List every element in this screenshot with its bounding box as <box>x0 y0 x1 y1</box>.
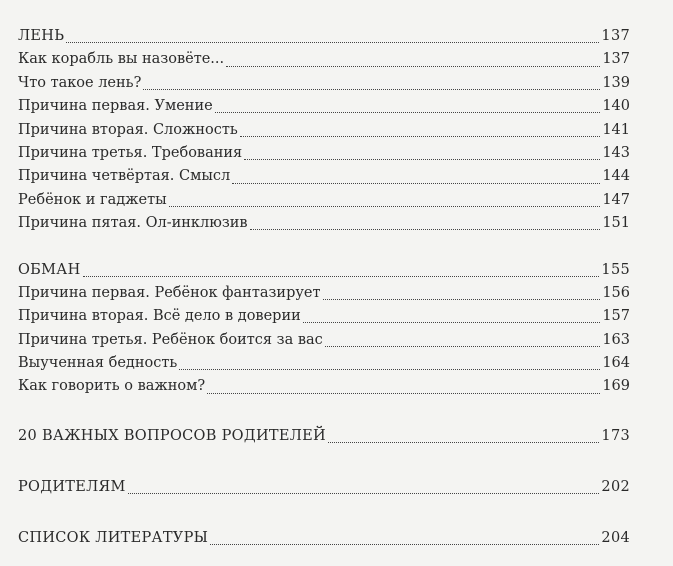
toc-page-number: 137 <box>602 51 630 68</box>
toc-title: Что такое лень? <box>18 74 142 91</box>
section-spacer <box>18 236 630 259</box>
toc-item <box>18 375 630 398</box>
toc-page-number: 169 <box>602 378 630 395</box>
dot-leader <box>66 42 599 43</box>
toc-item <box>18 282 630 305</box>
toc-page-number: 164 <box>602 355 630 372</box>
toc-page-number: 141 <box>602 121 630 138</box>
toc-page-number: 204 <box>601 529 630 546</box>
toc-item <box>18 352 630 375</box>
toc-title: РОДИТЕЛЯМ <box>18 478 126 495</box>
dot-leader <box>143 89 600 90</box>
toc-page-number: 151 <box>602 215 630 232</box>
dot-leader <box>325 346 601 347</box>
toc-title: Причина вторая. Всё дело в доверии <box>18 308 301 325</box>
toc-item <box>18 189 630 212</box>
toc-heading-bibliography <box>18 525 630 552</box>
dot-leader <box>207 393 600 394</box>
toc-title: Причина третья. Ребёнок боится за вас <box>18 331 323 348</box>
toc-page-number: 202 <box>601 478 630 495</box>
toc-title: Причина четвёртая. Смысл <box>18 168 231 185</box>
toc-page-number: 144 <box>602 168 630 185</box>
toc-item <box>18 48 630 71</box>
toc-page-number: 139 <box>602 74 630 91</box>
toc-item <box>18 305 630 328</box>
dot-leader <box>244 159 600 160</box>
dot-leader <box>240 136 601 137</box>
toc-title: 20 ВАЖНЫХ ВОПРОСОВ РОДИТЕЛЕЙ <box>18 427 326 444</box>
toc-page-number: 173 <box>601 427 630 444</box>
toc-title: Как корабль вы назовёте... <box>18 51 225 68</box>
dot-leader <box>323 299 601 300</box>
section-spacer <box>18 450 630 474</box>
dot-leader <box>179 369 600 370</box>
toc-item <box>18 165 630 188</box>
toc-title: ОБМАН <box>18 261 81 278</box>
dot-leader <box>210 544 599 545</box>
toc-page-number: 163 <box>602 331 630 348</box>
toc-item <box>18 329 630 352</box>
dot-leader <box>226 66 600 67</box>
toc-title: Причина третья. Требования <box>18 144 243 161</box>
toc-heading-lies <box>18 259 630 282</box>
toc-title: Причина пятая. Ол-инклюзив <box>18 215 248 232</box>
toc-page-number: 143 <box>602 144 630 161</box>
toc-page-number: 137 <box>601 28 630 44</box>
toc-title: Ребёнок и гаджеты <box>18 191 167 208</box>
dot-leader <box>303 322 601 323</box>
toc-item <box>18 119 630 142</box>
toc-title: ЛЕНЬ <box>18 28 65 44</box>
toc-page-number: 140 <box>602 98 630 115</box>
dot-leader <box>83 276 600 277</box>
toc-title: Выученная бедность <box>18 355 178 372</box>
section-spacer <box>18 399 630 423</box>
toc-heading-parents <box>18 474 630 501</box>
toc-title: Причина первая. Ребёнок фантазирует <box>18 284 321 301</box>
toc-page-number: 147 <box>602 191 630 208</box>
dot-leader <box>328 442 599 443</box>
dot-leader <box>215 112 601 113</box>
toc-item <box>18 72 630 95</box>
dot-leader <box>128 493 600 494</box>
toc-heading-questions <box>18 423 630 450</box>
dot-leader <box>169 206 601 207</box>
toc-page-number: 157 <box>602 308 630 325</box>
toc-title: СПИСОК ЛИТЕРАТУРЫ <box>18 529 209 546</box>
toc-title: Причина вторая. Сложность <box>18 121 238 138</box>
toc-title: Как говорить о важном? <box>18 378 206 395</box>
toc-page-number: 155 <box>601 261 630 278</box>
toc-page-number: 156 <box>602 284 630 301</box>
section-spacer <box>18 501 630 525</box>
toc-title: Причина первая. Умение <box>18 98 213 115</box>
toc-item <box>18 142 630 165</box>
dot-leader <box>232 183 600 184</box>
toc-item <box>18 212 630 235</box>
table-of-contents <box>18 25 630 552</box>
toc-heading-lazy <box>18 25 630 48</box>
dot-leader <box>250 229 601 230</box>
toc-item <box>18 95 630 118</box>
